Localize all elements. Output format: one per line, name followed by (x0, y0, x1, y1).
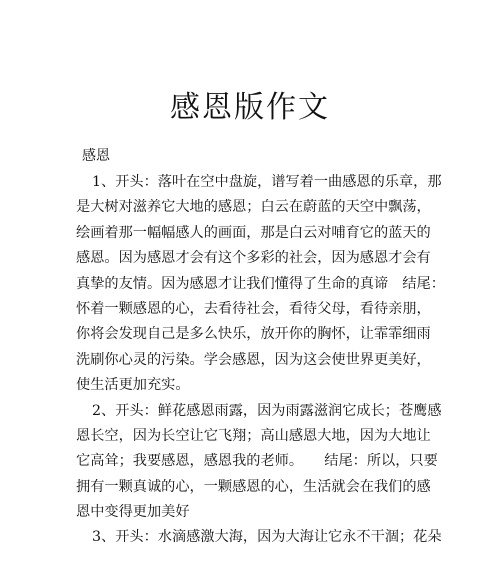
paragraph-line: 2、开头：鲜花感恩雨露，因为雨露滋润它成长；苍鹰感 (92, 402, 442, 419)
paragraph-line: 洗刷你心灵的污染。学会感恩，因为这会使世界更美好， (76, 351, 431, 368)
paragraph-line: 怀着一颗感恩的心，去看待社会，看待父母，看待亲朋， (76, 300, 431, 317)
paragraph-line: 绘画着那一幅幅感人的画面，那是白云对哺育它的蓝天的 (76, 224, 431, 241)
paragraph-line: 拥有一颗真诚的心，一颗感恩的心，生活就会在我们的感 (76, 478, 431, 495)
paragraph-line: 它高耸；我要感恩，感恩我的老师。 结尾：所以，只要 (76, 453, 438, 470)
paragraph-line: 使生活更加充实。 (76, 377, 190, 394)
document-body (76, 170, 445, 551)
document-title: 感恩版作文 (170, 90, 330, 125)
paragraph-line: 恩长空，因为长空让它飞翔；高山感恩大地，因为大地让 (76, 427, 431, 444)
paragraph-line: 是大树对滋养它大地的感恩；白云在蔚蓝的天空中飘荡， (76, 199, 431, 216)
paragraph-line: 你将会发现自己是多么快乐，放开你的胸怀，让霏霏细雨 (76, 326, 431, 343)
paragraph-line: 3、开头：水滴感激大海，因为大海让它永不干涸；花朵 (92, 529, 442, 546)
paragraph-line: 1、开头：落叶在空中盘旋，谱写着一曲感恩的乐章，那 (92, 174, 442, 190)
paragraph-line: 感恩。因为感恩才会有这个多彩的社会，因为感恩才会有 (76, 250, 431, 267)
paragraph-line: 真挚的友情。因为感恩才让我们懂得了生命的真谛 结尾： (76, 275, 445, 292)
document-subtitle: 感恩 (82, 148, 110, 164)
paragraph-line: 恩中变得更加美好 (76, 504, 190, 521)
